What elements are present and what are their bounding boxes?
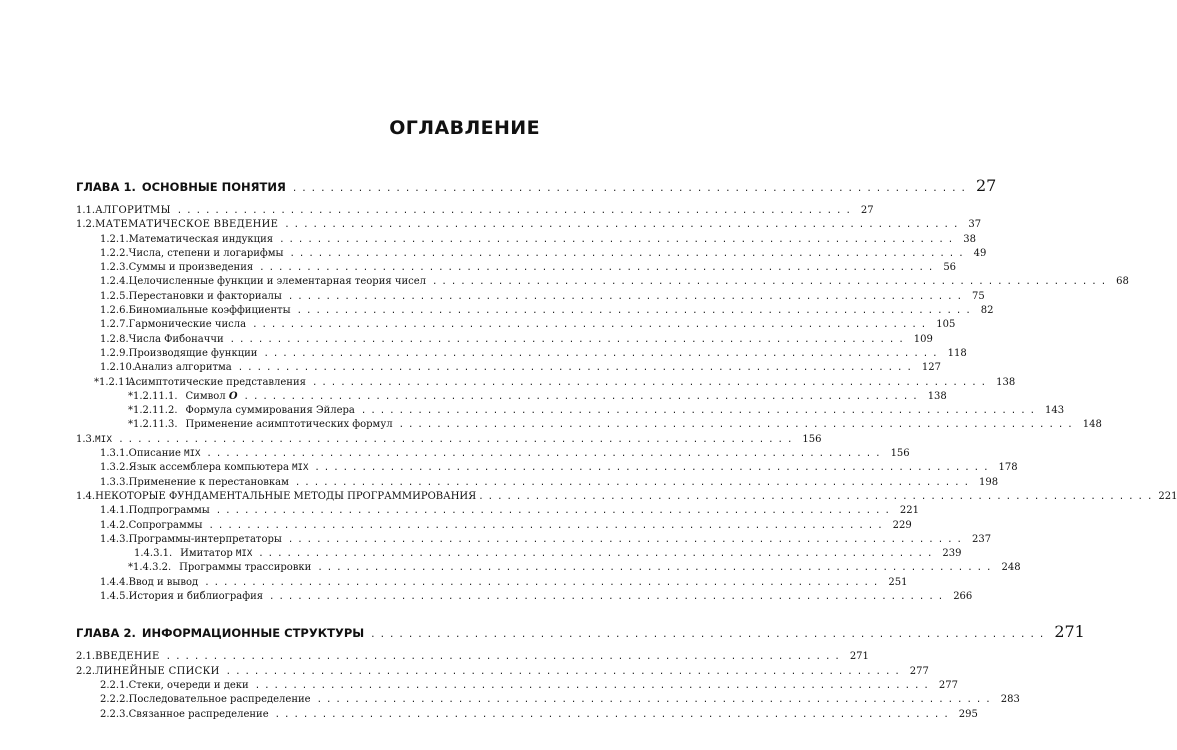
toc-entry[interactable] <box>76 333 933 347</box>
toc-entry[interactable] <box>76 418 1102 432</box>
section-title: Применение асимптотических формул <box>185 419 393 431</box>
toc-entry[interactable] <box>76 204 874 218</box>
leader-dots: ........................................................................ <box>252 320 931 331</box>
section-number: 2.1. <box>76 651 96 663</box>
section-title: История и библиография <box>128 591 264 603</box>
section-title: АЛГОРИТМЫ <box>95 205 171 216</box>
section-title: Применение к перестановкам <box>128 476 289 488</box>
section-number: 2.2.2. <box>100 694 129 706</box>
section-title: МАТЕМАТИЧЕСКОЕ ВВЕДЕНИЕ <box>95 219 279 231</box>
toc-entry[interactable] <box>76 218 982 232</box>
chapter-label: ГЛАВА 2. <box>76 626 136 641</box>
section-number: *1.4.3.2. <box>128 562 172 574</box>
page-number: 37 <box>968 219 982 231</box>
section-number: *1.2.11. <box>94 376 134 388</box>
toc-entry[interactable] <box>76 533 992 547</box>
section-number: 1.3.3. <box>100 476 129 488</box>
page-number: 229 <box>892 519 912 531</box>
page-number: 277 <box>938 679 958 691</box>
toc-entry[interactable] <box>76 504 919 518</box>
leader-dots: ........................................................................ <box>311 377 991 388</box>
leader-dots: ........................................................................ <box>398 420 1077 431</box>
leader-dots: ........................................................................ <box>274 709 953 720</box>
page-number: 248 <box>1001 562 1021 574</box>
toc-entry[interactable] <box>70 376 1016 390</box>
leader-dots: ........................................................................ <box>206 449 885 460</box>
leader-dots: ........................................................................ <box>294 477 973 488</box>
section-number: 1.4.5. <box>100 591 129 603</box>
leader-dots: ........................................................................ <box>254 680 933 691</box>
leader-dots: ........................................................................ <box>370 630 1049 641</box>
leader-dots: ........................................................................ <box>296 306 975 317</box>
page-number: 143 <box>1045 405 1065 417</box>
section-title: Последовательное распределение <box>128 694 311 706</box>
toc-entry[interactable] <box>76 679 958 693</box>
section-title: Программы-интерпретаторы <box>128 533 282 545</box>
page-number: 82 <box>980 305 994 317</box>
section-title: Ввод и вывод <box>128 576 199 588</box>
section-number: 1.2.8. <box>100 333 129 345</box>
toc-entry[interactable] <box>76 233 976 247</box>
toc-entry[interactable] <box>76 261 957 275</box>
page-number: 156 <box>890 448 910 460</box>
section-title: Стеки, очереди и деки <box>128 679 249 691</box>
section-title: Перестановки и факториалы <box>128 290 282 302</box>
section-number: 1.2.4. <box>100 276 129 288</box>
leader-dots: ........................................................................ <box>269 592 948 603</box>
page-number: 27 <box>860 205 874 216</box>
section-title: Связанное распределение <box>128 708 269 720</box>
leader-dots: ........................................................................ <box>317 563 996 574</box>
toc-entry[interactable] <box>76 447 910 461</box>
page-number: 237 <box>971 533 992 545</box>
section-number: *1.2.11.3. <box>128 419 178 431</box>
toc-entry[interactable] <box>76 318 956 332</box>
leader-dots: ........................................................................ <box>208 520 887 531</box>
toc-entry[interactable] <box>76 290 985 304</box>
section-title: Целочисленные функции и элементарная теория чисел <box>128 276 426 288</box>
toc-entry[interactable] <box>76 404 1065 418</box>
page-number: 283 <box>1000 694 1020 706</box>
leader-dots: ........................................................................ <box>258 549 937 560</box>
page-number: 138 <box>996 376 1016 388</box>
page-number: 271 <box>849 651 869 663</box>
page-number: 127 <box>921 362 941 374</box>
toc-entry[interactable] <box>76 476 999 490</box>
section-number: 1.3.1. <box>100 448 129 460</box>
page-number: 118 <box>947 347 967 359</box>
toc-entry[interactable] <box>76 347 967 361</box>
section-number: 1.2.10. <box>100 362 135 374</box>
page-number: 27 <box>975 176 997 195</box>
section-title: Имитатор MIX <box>180 548 253 560</box>
toc-entry[interactable] <box>76 665 929 679</box>
section-title: ВВЕДЕНИЕ <box>95 651 160 663</box>
section-number: 1.2.5. <box>100 290 129 302</box>
leader-dots: ........................................................................ <box>432 277 1111 288</box>
page-number: 68 <box>1116 276 1129 288</box>
page-number: 178 <box>998 462 1018 474</box>
leader-dots: ........................................................................ <box>215 506 894 517</box>
section-title: Математическая индукция <box>128 233 274 245</box>
page-number: 56 <box>943 262 957 274</box>
big-o-symbol: O <box>228 390 238 402</box>
section-number: 1.4.4. <box>100 576 129 588</box>
toc-entry[interactable] <box>76 650 869 664</box>
toc-entry[interactable] <box>76 519 912 533</box>
toc-entry[interactable] <box>76 275 1129 289</box>
page-number: 198 <box>979 476 999 488</box>
section-title: Программы трассировки <box>179 562 312 574</box>
section-title: Символ O <box>185 390 238 402</box>
leader-dots: ........................................................................ <box>243 391 922 402</box>
page-number: 221 <box>899 505 919 517</box>
section-number: *1.2.11.2. <box>128 405 178 417</box>
section-title: Подпрограммы <box>128 505 210 517</box>
toc-entry[interactable] <box>76 247 987 261</box>
table-of-contents <box>76 176 1177 722</box>
toc-entry[interactable] <box>76 590 973 604</box>
toc-entry[interactable] <box>76 490 1177 504</box>
section-title: Биномиальные коэффициенты <box>128 305 291 317</box>
leader-dots: ........................................................................ <box>204 577 883 588</box>
section-number: 1.2. <box>76 219 96 231</box>
leader-dots: ........................................................................ <box>263 348 942 359</box>
section-number: 1.4.1. <box>100 505 129 517</box>
page-number: 239 <box>942 548 962 560</box>
toc-entry[interactable] <box>76 693 1020 707</box>
toc-entry[interactable] <box>76 433 822 447</box>
section-number: 1.2.6. <box>100 305 129 317</box>
section-number: *1.2.11.1. <box>128 390 178 402</box>
page-number: 221 <box>1158 490 1177 502</box>
section-title: Числа, степени и логарифмы <box>128 247 284 259</box>
section-number: 2.2.3. <box>100 708 129 720</box>
section-title: Производящие функции <box>128 347 258 359</box>
leader-dots: ........................................................................ <box>287 534 966 545</box>
section-number: 2.2.1. <box>100 679 129 691</box>
leader-dots: ........................................................................ <box>291 184 970 194</box>
section-number: 1.3. <box>76 433 96 445</box>
page-number: 49 <box>973 247 987 259</box>
page-number: 38 <box>963 233 976 245</box>
page-number: 266 <box>953 591 973 603</box>
section-number: 1.4.2. <box>100 519 129 531</box>
toc-entry[interactable] <box>76 576 908 590</box>
leader-dots: ........................................................................ <box>176 206 855 216</box>
section-number: 1.2.9. <box>100 347 129 359</box>
section-number: 1.3.2. <box>100 462 129 474</box>
section-number: 1.2.3. <box>100 262 129 274</box>
leader-dots: ........................................................................ <box>289 248 968 259</box>
section-number: 1.1. <box>76 205 96 216</box>
leader-dots: ........................................................................ <box>118 434 797 445</box>
leader-dots: ........................................................................ <box>225 666 904 677</box>
leader-dots: ........................................................................ <box>316 695 995 706</box>
leader-dots: ........................................................................ <box>284 220 963 231</box>
section-title: Асимптотические представления <box>128 376 306 388</box>
section-title: Суммы и произведения <box>128 262 254 274</box>
leader-dots: ........................................................................ <box>165 652 844 663</box>
toc-entry[interactable] <box>76 461 1018 475</box>
page-number: 75 <box>972 290 985 302</box>
leader-dots: ........................................................................ <box>279 234 958 245</box>
chapter-1-heading[interactable] <box>76 176 997 196</box>
leader-dots: ........................................................................ <box>287 291 967 302</box>
page-number: 271 <box>1054 622 1085 642</box>
chapter-2-heading[interactable] <box>76 622 1085 642</box>
leader-dots: ........................................................................ <box>360 406 1040 417</box>
section-number: 1.4.3. <box>100 533 129 545</box>
section-title: MIX <box>95 434 113 445</box>
section-title: ЛИНЕЙНЫЕ СПИСКИ <box>95 665 220 677</box>
section-number: 1.2.1. <box>100 233 129 245</box>
toc-entry[interactable] <box>76 390 947 404</box>
leader-dots: ........................................................................ <box>229 334 908 345</box>
section-title: Гармонические числа <box>128 319 247 331</box>
toc-entry[interactable] <box>76 561 1021 575</box>
chapter-title: ИНФОРМАЦИОННЫЕ СТРУКТУРЫ <box>141 626 365 641</box>
toc-entry[interactable] <box>76 547 962 561</box>
page-number: 148 <box>1082 419 1102 431</box>
section-title: Сопрограммы <box>128 519 203 531</box>
page-number: 295 <box>958 708 978 720</box>
leader-dots: ........................................................................ <box>478 491 1157 502</box>
section-number: 1.2.7. <box>100 319 129 331</box>
section-title: Анализ алгоритма <box>134 362 232 374</box>
page-number: 105 <box>936 319 956 331</box>
page-number: 251 <box>888 576 908 588</box>
toc-entry[interactable] <box>76 361 941 375</box>
leader-dots: ........................................................................ <box>314 463 993 474</box>
toc-entry[interactable] <box>76 304 994 318</box>
chapter-label: ГЛАВА 1. <box>76 180 136 194</box>
section-title: Язык ассемблера компьютера MIX <box>128 462 309 474</box>
section-number: 1.2.2. <box>100 247 129 259</box>
section-title: Формула суммирования Эйлера <box>185 405 355 417</box>
section-title: Описание MIX <box>128 448 201 460</box>
section-number: 1.4.3.1. <box>134 548 173 560</box>
page-number: 277 <box>909 665 929 677</box>
chapter-title: ОСНОВНЫЕ ПОНЯТИЯ <box>141 180 286 194</box>
leader-dots: ........................................................................ <box>237 363 916 374</box>
page-number: 138 <box>927 390 947 402</box>
section-number: 2.2. <box>76 665 96 677</box>
leader-dots: ........................................................................ <box>259 263 938 274</box>
section-number: 1.4. <box>76 490 96 502</box>
page-number: 156 <box>802 433 822 445</box>
toc-entry[interactable] <box>76 708 978 722</box>
section-title: НЕКОТОРЫЕ ФУНДАМЕНТАЛЬНЫЕ МЕТОДЫ ПРОГРАММИРОВАНИЯ <box>95 490 477 502</box>
section-title: Числа Фибоначчи <box>128 333 224 345</box>
page-title: ОГЛАВЛЕНИЕ <box>389 117 540 139</box>
page-number: 109 <box>913 333 933 345</box>
